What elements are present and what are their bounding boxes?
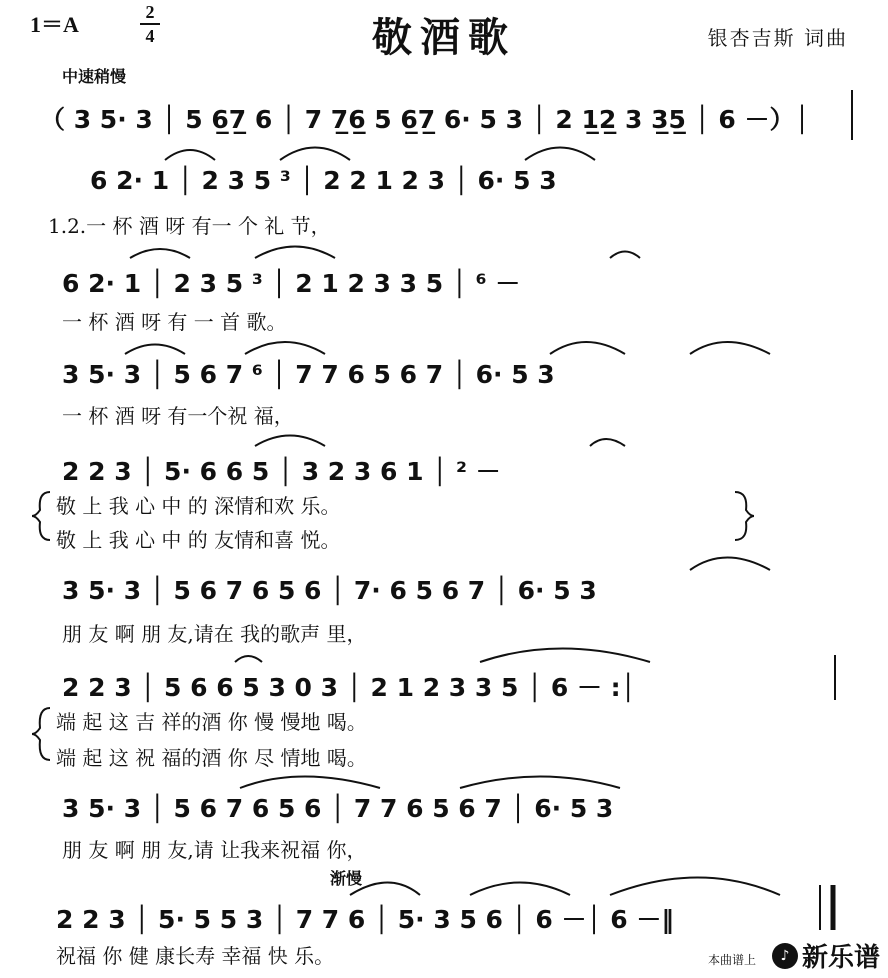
- lyric-line-7a: 端 起 这 吉 祥的酒 你 慢 慢地 喝。: [56, 710, 367, 734]
- slur: [165, 150, 215, 160]
- lyric-line-5b: 敬 上 我 心 中 的 友情和喜 悦。: [56, 528, 341, 552]
- slur: [525, 148, 595, 161]
- slur: [125, 345, 185, 355]
- meter-top: 2: [145, 2, 155, 22]
- notation-line-7: 2 2 3 │ 5 6 6 5 3 0 3 │ 2 1 2 3 3 5 │ 6 － :│: [62, 673, 636, 702]
- lyric-line-5a: 敬 上 我 心 中 的 深情和欢 乐。: [56, 494, 341, 518]
- slur: [130, 249, 190, 258]
- notation-line-6: 3 5· 3 │ 5 6 7 6 5 6 │ 7· 6 5 6 7 │ 6· 5 3: [62, 576, 597, 605]
- notation-line-1: （ 3 5· 3 │ 5 6̲7̲ 6 │ 7 7̲6̲ 5 6̲7̲ 6· 5 3 │ 2 1̲2̲ 3 3̲5̲ │ 6 －）│: [40, 105, 810, 134]
- meter-bottom: 4: [145, 26, 155, 46]
- notation-line-8: 3 5· 3 │ 5 6 7 6 5 6 │ 7 7 6 5 6 7 │ 6· 5 3: [62, 794, 614, 823]
- notation-line-4: 3 5· 3 │ 5 6 7 ⁶ │ 7 7 6 5 6 7 │ 6· 5 3: [62, 360, 555, 389]
- slur: [480, 649, 650, 663]
- slur: [470, 883, 570, 896]
- ritardando-marking: 渐慢: [330, 869, 363, 888]
- lyric-line-3: 一 杯 酒 呀 有 一 首 歌。: [62, 310, 287, 334]
- notation-line-9: 2 2 3 │ 5· 5 5 3 │ 7 7 6 │ 5· 3 5 6 │ 6 －│ 6 －‖: [56, 905, 674, 934]
- slur: [610, 878, 780, 896]
- slur: [240, 777, 380, 789]
- notation-line-3: 6 2· 1 │ 2 3 5 ³ │ 2 1 2 3 3 5 │ ⁶ －: [62, 269, 521, 298]
- site-logo-text: 新乐谱: [801, 943, 880, 973]
- slur: [255, 436, 325, 447]
- lyric-line-9: 祝福 你 健 康长寿 幸福 快 乐。: [56, 944, 335, 968]
- slur: [460, 777, 620, 789]
- source-note: 本曲谱上: [707, 953, 756, 967]
- key-signature: 1＝A: [30, 12, 79, 37]
- slur: [550, 342, 625, 354]
- notation-line-5: 2 2 3 │ 5· 6 6 5 │ 3 2 3 6 1 │ ² －: [62, 457, 501, 486]
- slur: [690, 342, 770, 354]
- slur: [255, 247, 335, 259]
- slur: [235, 656, 262, 662]
- lyric-line-8: 朋 友 啊 朋 友,请 让我来祝福 你，: [62, 838, 367, 862]
- lyric-line-6: 朋 友 啊 朋 友,请在 我的歌声 里，: [62, 622, 367, 646]
- notation-line-2: 6 2· 1 │ 2 3 5 ³ │ 2 2 1 2 3 │ 6· 5 3: [90, 166, 557, 195]
- slur: [610, 252, 640, 259]
- slur: [280, 148, 350, 161]
- slur: [590, 439, 625, 446]
- lyric-line-2: 1.2.一 杯 酒 呀 有一 个 礼 节，: [48, 214, 331, 238]
- site-logo[interactable]: [772, 937, 880, 974]
- lyric-line-4: 一 杯 酒 呀 有一个祝 福，: [62, 404, 294, 428]
- composer-credit: 银杏吉斯 词曲: [707, 26, 848, 50]
- song-title: 敬酒歌: [372, 14, 516, 61]
- slur: [245, 342, 325, 354]
- slur: [690, 558, 770, 571]
- lyric-line-7b: 端 起 这 祝 福的酒 你 尽 情地 喝。: [56, 746, 367, 770]
- tempo-marking: 中速稍慢: [62, 67, 127, 86]
- music-note-icon: ♪: [772, 943, 798, 969]
